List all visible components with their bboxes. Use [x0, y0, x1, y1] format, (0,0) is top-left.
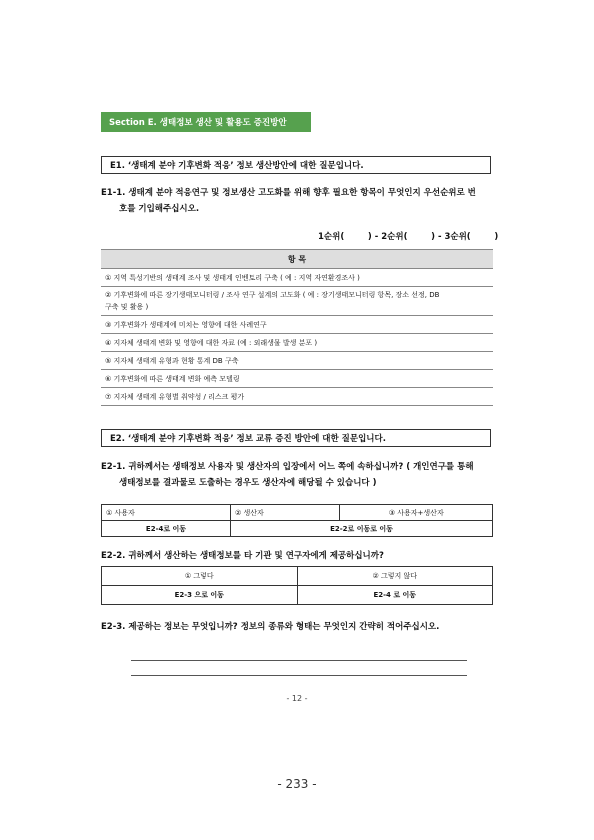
e2-2-question: E2-2. 귀하께서 생산하는 생태정보를 타 기관 및 연구자에게 제공하십니까? — [101, 551, 384, 561]
option-yes[interactable]: ① 그렇다 — [102, 567, 298, 586]
e2-2-options-table — [101, 566, 493, 605]
e2-1-line1: E2-1. 귀하께서는 생태정보 사용자 및 생산자의 입장에서 어느 쪽에 속하십니까? ( 개인연구를 통해 — [101, 462, 474, 472]
rank-input-line[interactable]: 1순위( ) - 2순위( ) - 3순위( ) — [318, 232, 499, 242]
goto-e2-4: E2-4로 이동 — [102, 521, 231, 537]
answer-line-2[interactable] — [131, 675, 467, 676]
e1-question-box: E1. ‘생태계 분야 기후변화 적응’ 정보 생산방안에 대한 질문입니다. — [101, 156, 491, 174]
e2-3-question: E2-3. 제공하는 정보는 무엇입니까? 정보의 종류와 형태는 무엇인지 간략히 적어주십시오. — [101, 622, 440, 632]
item-4: ④ 지자체 생태계 변화 및 영향에 대한 자료 (예 : 외래생물 발생 분포 ) — [101, 334, 493, 352]
item-5: ⑤ 지자체 생태계 유형과 현황 통계 DB 구축 — [101, 352, 493, 370]
items-table — [101, 249, 493, 406]
item-2-line1: ② 기후변화에 따른 장기생태모니터링 / 조사 연구 설계의 고도화 ( 예 : 장기생태모니터링 항목, 장소 선정, DB — [105, 291, 440, 299]
e1-1-line1: E1-1. 생태계 분야 적응연구 및 정보생산 고도화를 위해 향후 필요한 항목이 무엇인지 우선순위로 번 — [101, 188, 476, 198]
item-2-line2: 구축 및 활용 ) — [105, 303, 149, 311]
option-both[interactable]: ③ 사용자+생산자 — [340, 505, 493, 521]
section-title: Section E. 생태정보 생산 및 활용도 증진방안 — [101, 112, 311, 132]
items-table-header: 항 목 — [101, 250, 493, 269]
e2-1-options-table — [101, 504, 493, 537]
goto-e2-2: E2-2로 이동로 이동 — [231, 521, 493, 537]
goto-e2-4-b: E2-4 로 이동 — [297, 586, 493, 605]
option-producer[interactable]: ② 생산자 — [231, 505, 340, 521]
e1-1-line2: 호를 기입해주십시오. — [119, 204, 200, 214]
goto-e2-3: E2-3 으로 이동 — [102, 586, 298, 605]
e2-1-question — [101, 459, 501, 491]
item-7: ⑦ 지자체 생태계 유형별 취약성 / 리스크 평가 — [101, 388, 493, 406]
item-1: ① 지역 특성기반의 생태계 조사 및 생태계 인벤토리 구축 ( 예 : 지역 자연환경조사 ) — [101, 269, 493, 287]
item-6: ⑥ 기후변화에 따른 생태계 변화 예측 모델링 — [101, 370, 493, 388]
footer-page-number: - 12 - — [286, 694, 308, 703]
option-no[interactable]: ② 그렇지 않다 — [297, 567, 493, 586]
document-page-number: - 233 - — [277, 777, 317, 791]
e2-1-line2: 생태정보를 결과물로 도출하는 경우도 생산자에 해당될 수 있습니다 ) — [119, 478, 377, 488]
e2-question-box: E2. ‘생태계 분야 기후변화 적응’ 정보 교류 증진 방안에 대한 질문입니다. — [101, 429, 491, 447]
item-2 — [101, 287, 493, 316]
answer-line-1[interactable] — [131, 660, 467, 661]
option-user[interactable]: ① 사용자 — [102, 505, 231, 521]
e1-1-question — [101, 185, 501, 217]
item-3: ③ 기후변화가 생태계에 미치는 영향에 대한 사례연구 — [101, 316, 493, 334]
